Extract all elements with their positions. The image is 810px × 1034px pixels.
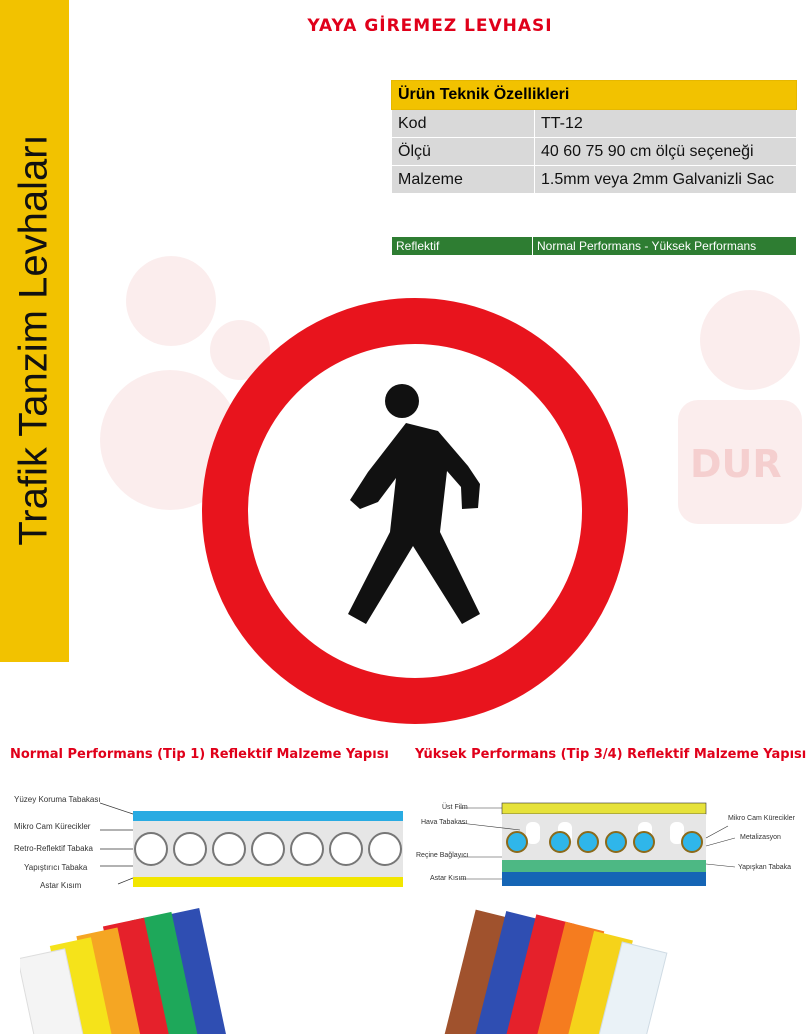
reflective-value: Normal Performans - Yüksek Performans: [533, 237, 797, 256]
sidebar-title: Trafik Tanzim Levhaları: [11, 134, 56, 546]
bg-sign-circle: [700, 290, 800, 390]
spec-value: 40 60 75 90 cm ölçü seçeneği: [535, 138, 797, 166]
layer-label: Mikro Cam Kürecikler: [14, 822, 91, 831]
spec-label: Ölçü: [392, 138, 535, 166]
layer-label: Üst Film: [442, 804, 468, 811]
sidebar-banner: [0, 0, 69, 662]
layer-label: Astar Kısım: [40, 881, 82, 890]
spec-table: [391, 80, 797, 194]
reflective-table: [391, 236, 797, 256]
reflective-label: Reflektif: [392, 237, 533, 256]
layer-label: Hava Tabakası: [421, 819, 468, 826]
layer-label: Yüzey Koruma Tabakası: [14, 795, 101, 804]
table-row: [392, 138, 797, 166]
layer-label: Yapıştırıcı Tabaka: [24, 863, 88, 872]
layer-label: Astar Kısım: [430, 875, 467, 882]
table-row: [392, 166, 797, 194]
layer-label: Reçine Bağlayıcı: [416, 852, 469, 859]
spec-table-header: Ürün Teknik Özellikleri: [392, 81, 797, 110]
no-pedestrians-sign: [200, 296, 630, 726]
bg-stop-text: DUR: [690, 442, 782, 486]
high-performance-title: Yüksek Performans (Tip 3/4) Reflektif Malzeme Yapısı: [415, 747, 807, 762]
layer-label: Retro-Reflektif Tabaka: [14, 844, 93, 853]
page-title: YAYA GİREMEZ LEVHASI: [307, 16, 553, 36]
spec-value: 1.5mm veya 2mm Galvanizli Sac: [535, 166, 797, 194]
high-reflective-samples: [440, 905, 670, 1034]
table-row: [392, 110, 797, 138]
table-row: [392, 237, 797, 256]
layer-label: Mikro Cam Kürecikler: [728, 815, 795, 822]
normal-layers-graphic: [100, 800, 405, 890]
layer-label: Yapışkan Tabaka: [738, 864, 792, 871]
spec-label: Kod: [392, 110, 535, 138]
normal-performance-title: Normal Performans (Tip 1) Reflektif Malzeme Yapısı: [10, 747, 389, 762]
spec-label: Malzeme: [392, 166, 535, 194]
high-layers-graphic: [460, 800, 735, 890]
normal-reflective-samples: [20, 905, 250, 1034]
spec-value: TT-12: [535, 110, 797, 138]
layer-label: Metalizasyon: [740, 834, 781, 841]
